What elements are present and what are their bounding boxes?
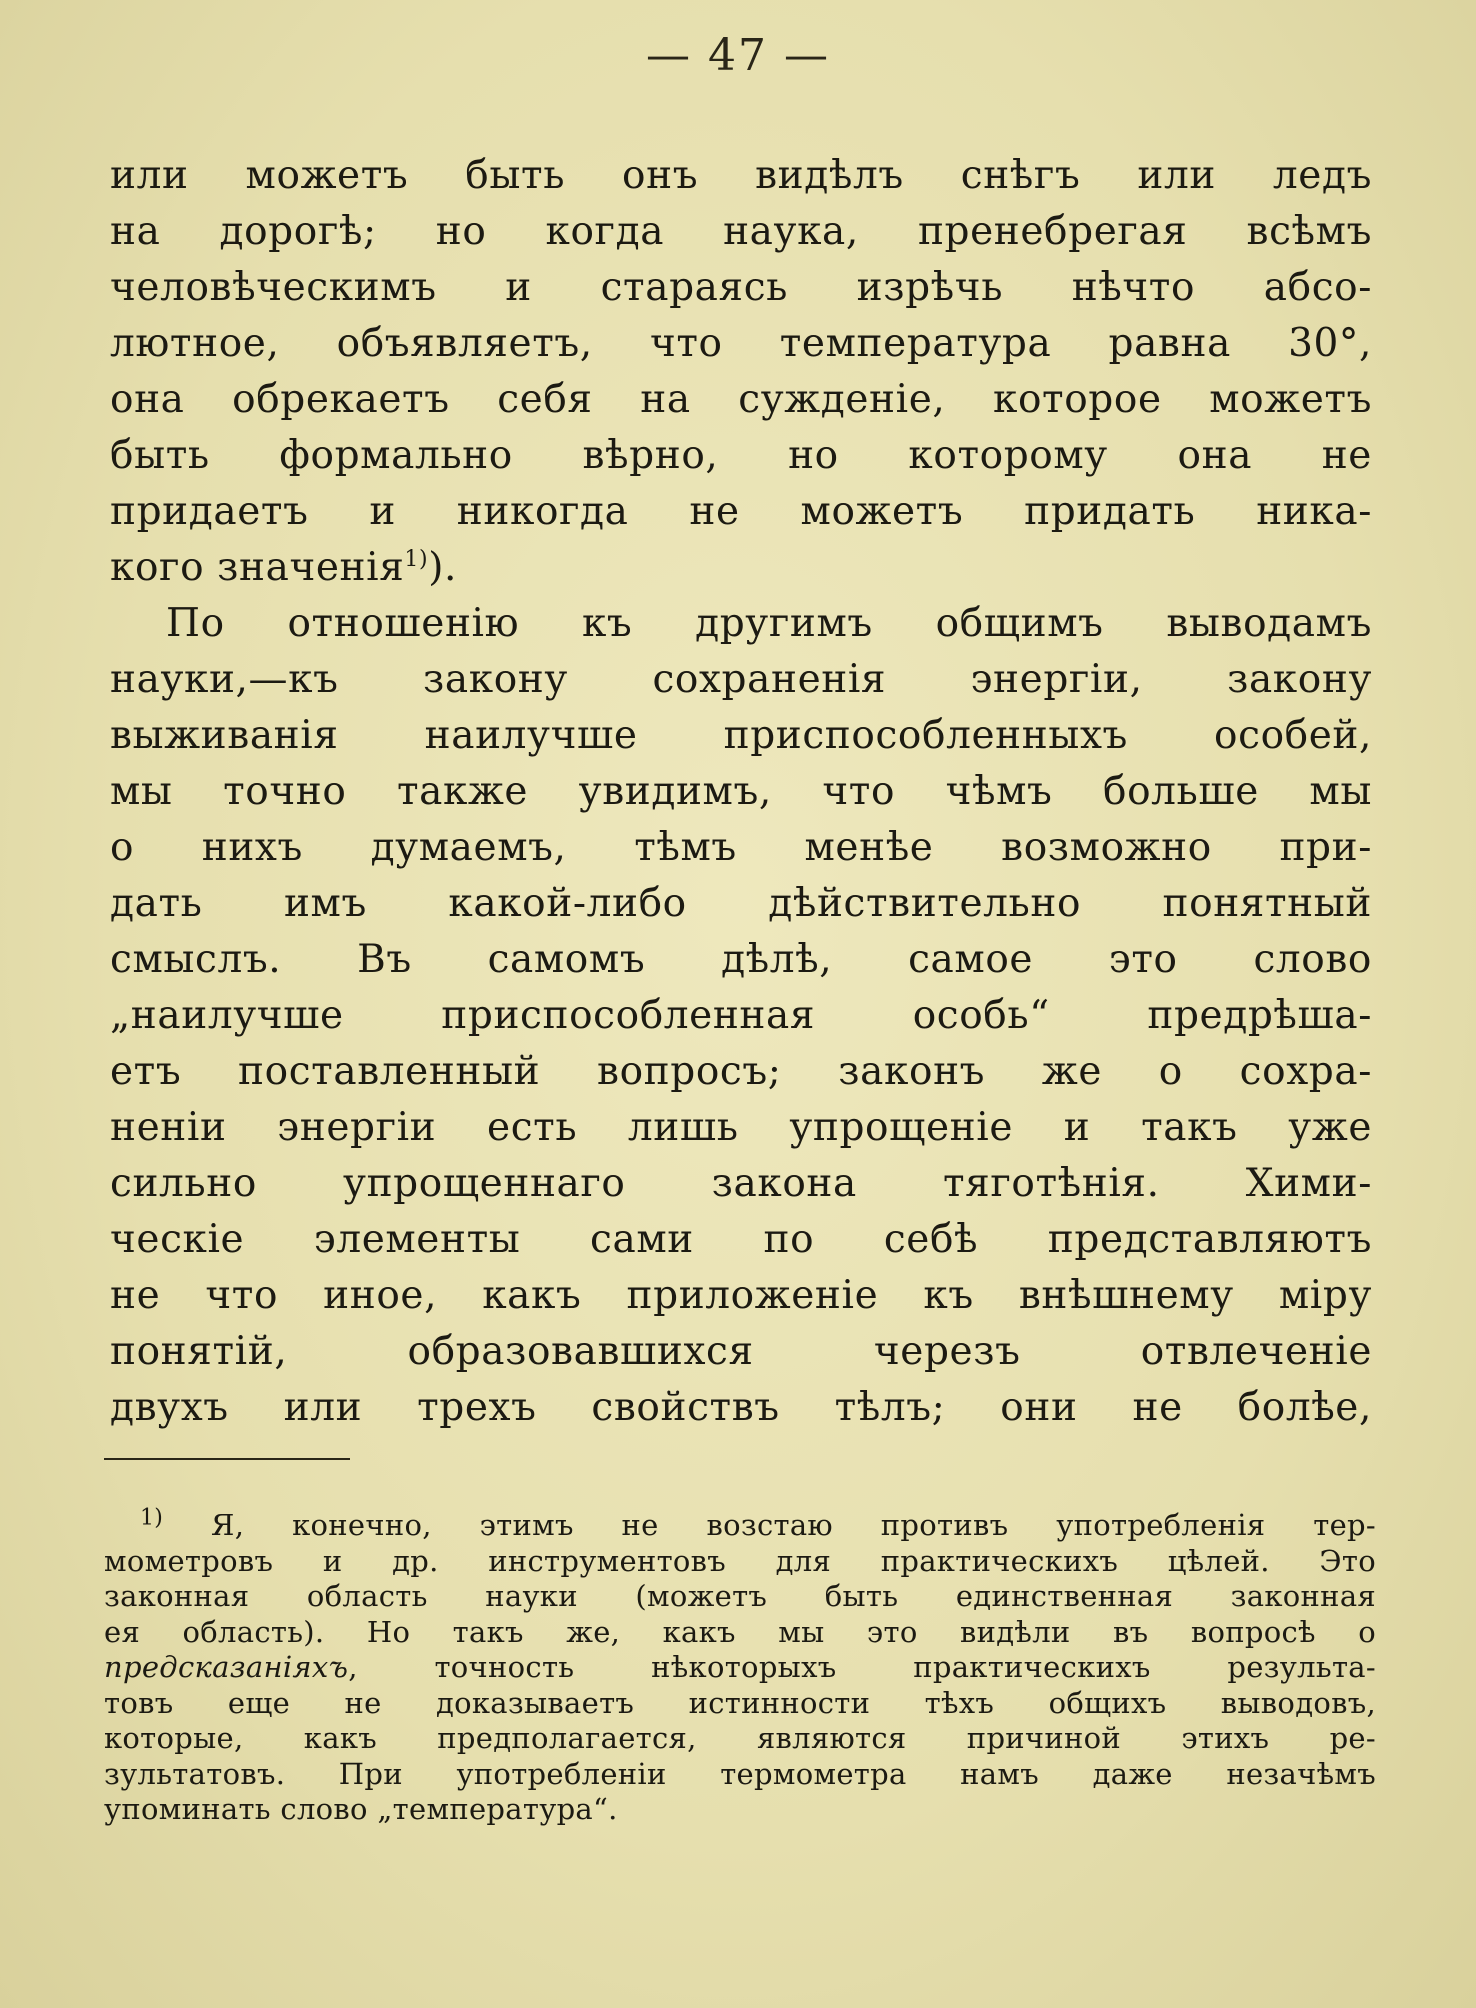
footnote-line: законная область науки (можетъ быть единственная законная (104, 1579, 1376, 1613)
footnote-line-text: , точность нѣкоторыхъ практическихъ результа- (348, 1650, 1376, 1684)
text-line-with-footnote-ref (110, 540, 1372, 596)
text-line: двухъ или трехъ свойствъ тѣлъ; они не болѣе, (110, 1385, 1372, 1430)
text-line: она обрекаетъ себя на сужденіе, которое можетъ (110, 377, 1372, 422)
footnote-line (104, 1650, 1376, 1686)
text-line: или можетъ быть онъ видѣлъ снѣгъ или ледъ (110, 153, 1372, 198)
text-line: понятій, образовавшихся черезъ отвлеченіе (110, 1329, 1372, 1374)
footnote-line: которые, какъ предполагается, являются причиной этихъ ре- (104, 1721, 1376, 1755)
footnote-line: упоминать слово „температура“. (104, 1792, 618, 1826)
text-line: лютное, объявляетъ, что температура равна 30°, (110, 321, 1372, 366)
footnote-divider (104, 1458, 350, 1460)
footnote-marker: 1) (140, 1505, 164, 1531)
footnote (104, 1505, 1376, 1828)
text-line: придаетъ и никогда не можетъ придать ника- (110, 489, 1372, 534)
footnote-reference: 1) (404, 547, 429, 572)
text-line: человѣческимъ и стараясь изрѣчь нѣчто абсо- (110, 265, 1372, 310)
text-line-end: ). (428, 545, 458, 590)
footnote-italic-word: предсказаніяхъ (104, 1650, 349, 1684)
text-line: „наилучше приспособленная особь“ предрѣша- (110, 993, 1372, 1038)
text-line: быть формально вѣрно, но которому она не (110, 433, 1372, 478)
text-line: ческіе элементы сами по себѣ представляютъ (110, 1217, 1372, 1262)
text-line: сильно упрощеннаго закона тяготѣнія. Хими- (110, 1161, 1372, 1206)
text-line-content: кого значенія (110, 545, 405, 590)
footnote-line: ея область). Но такъ же, какъ мы это видѣли въ вопросѣ о (104, 1614, 1376, 1649)
footnote-line: зультатовъ. При употребленіи термометра намъ даже незачѣмъ (104, 1756, 1376, 1791)
footnote-line: товъ еще не доказываетъ истинности тѣхъ общихъ выводовъ, (104, 1685, 1376, 1720)
text-line: мы точно также увидимъ, что чѣмъ больше мы (110, 769, 1372, 814)
text-line: смыслъ. Въ самомъ дѣлѣ, самое это слово (110, 937, 1372, 982)
text-line: дать имъ какой-либо дѣйствительно понятный (110, 881, 1372, 926)
footnote-line: мометровъ и др. инструментовъ для практическихъ цѣлей. Это (104, 1543, 1376, 1578)
text-line: выживанія наилучше приспособленныхъ особей, (110, 713, 1372, 758)
text-line: науки,—къ закону сохраненія энергіи, закону (110, 657, 1372, 702)
page-number: — 47 — (646, 30, 830, 81)
text-line: неніи энергіи есть лишь упрощеніе и такъ уже (110, 1105, 1372, 1150)
text-line: о нихъ думаемъ, тѣмъ менѣе возможно при- (110, 825, 1372, 870)
main-text (110, 148, 1372, 1436)
text-line: не что иное, какъ приложеніе къ внѣшнему міру (110, 1273, 1372, 1318)
footnote-line-text: Я, конечно, этимъ не возстаю противъ употребленія тер- (211, 1508, 1376, 1542)
text-line: етъ поставленный вопросъ; законъ же о сохра- (110, 1049, 1372, 1094)
footnote-line (104, 1505, 1376, 1544)
paragraph-start-line: По отношенію къ другимъ общимъ выводамъ (166, 601, 1372, 646)
text-line: на дорогѣ; но когда наука, пренебрегая всѣмъ (110, 209, 1372, 254)
